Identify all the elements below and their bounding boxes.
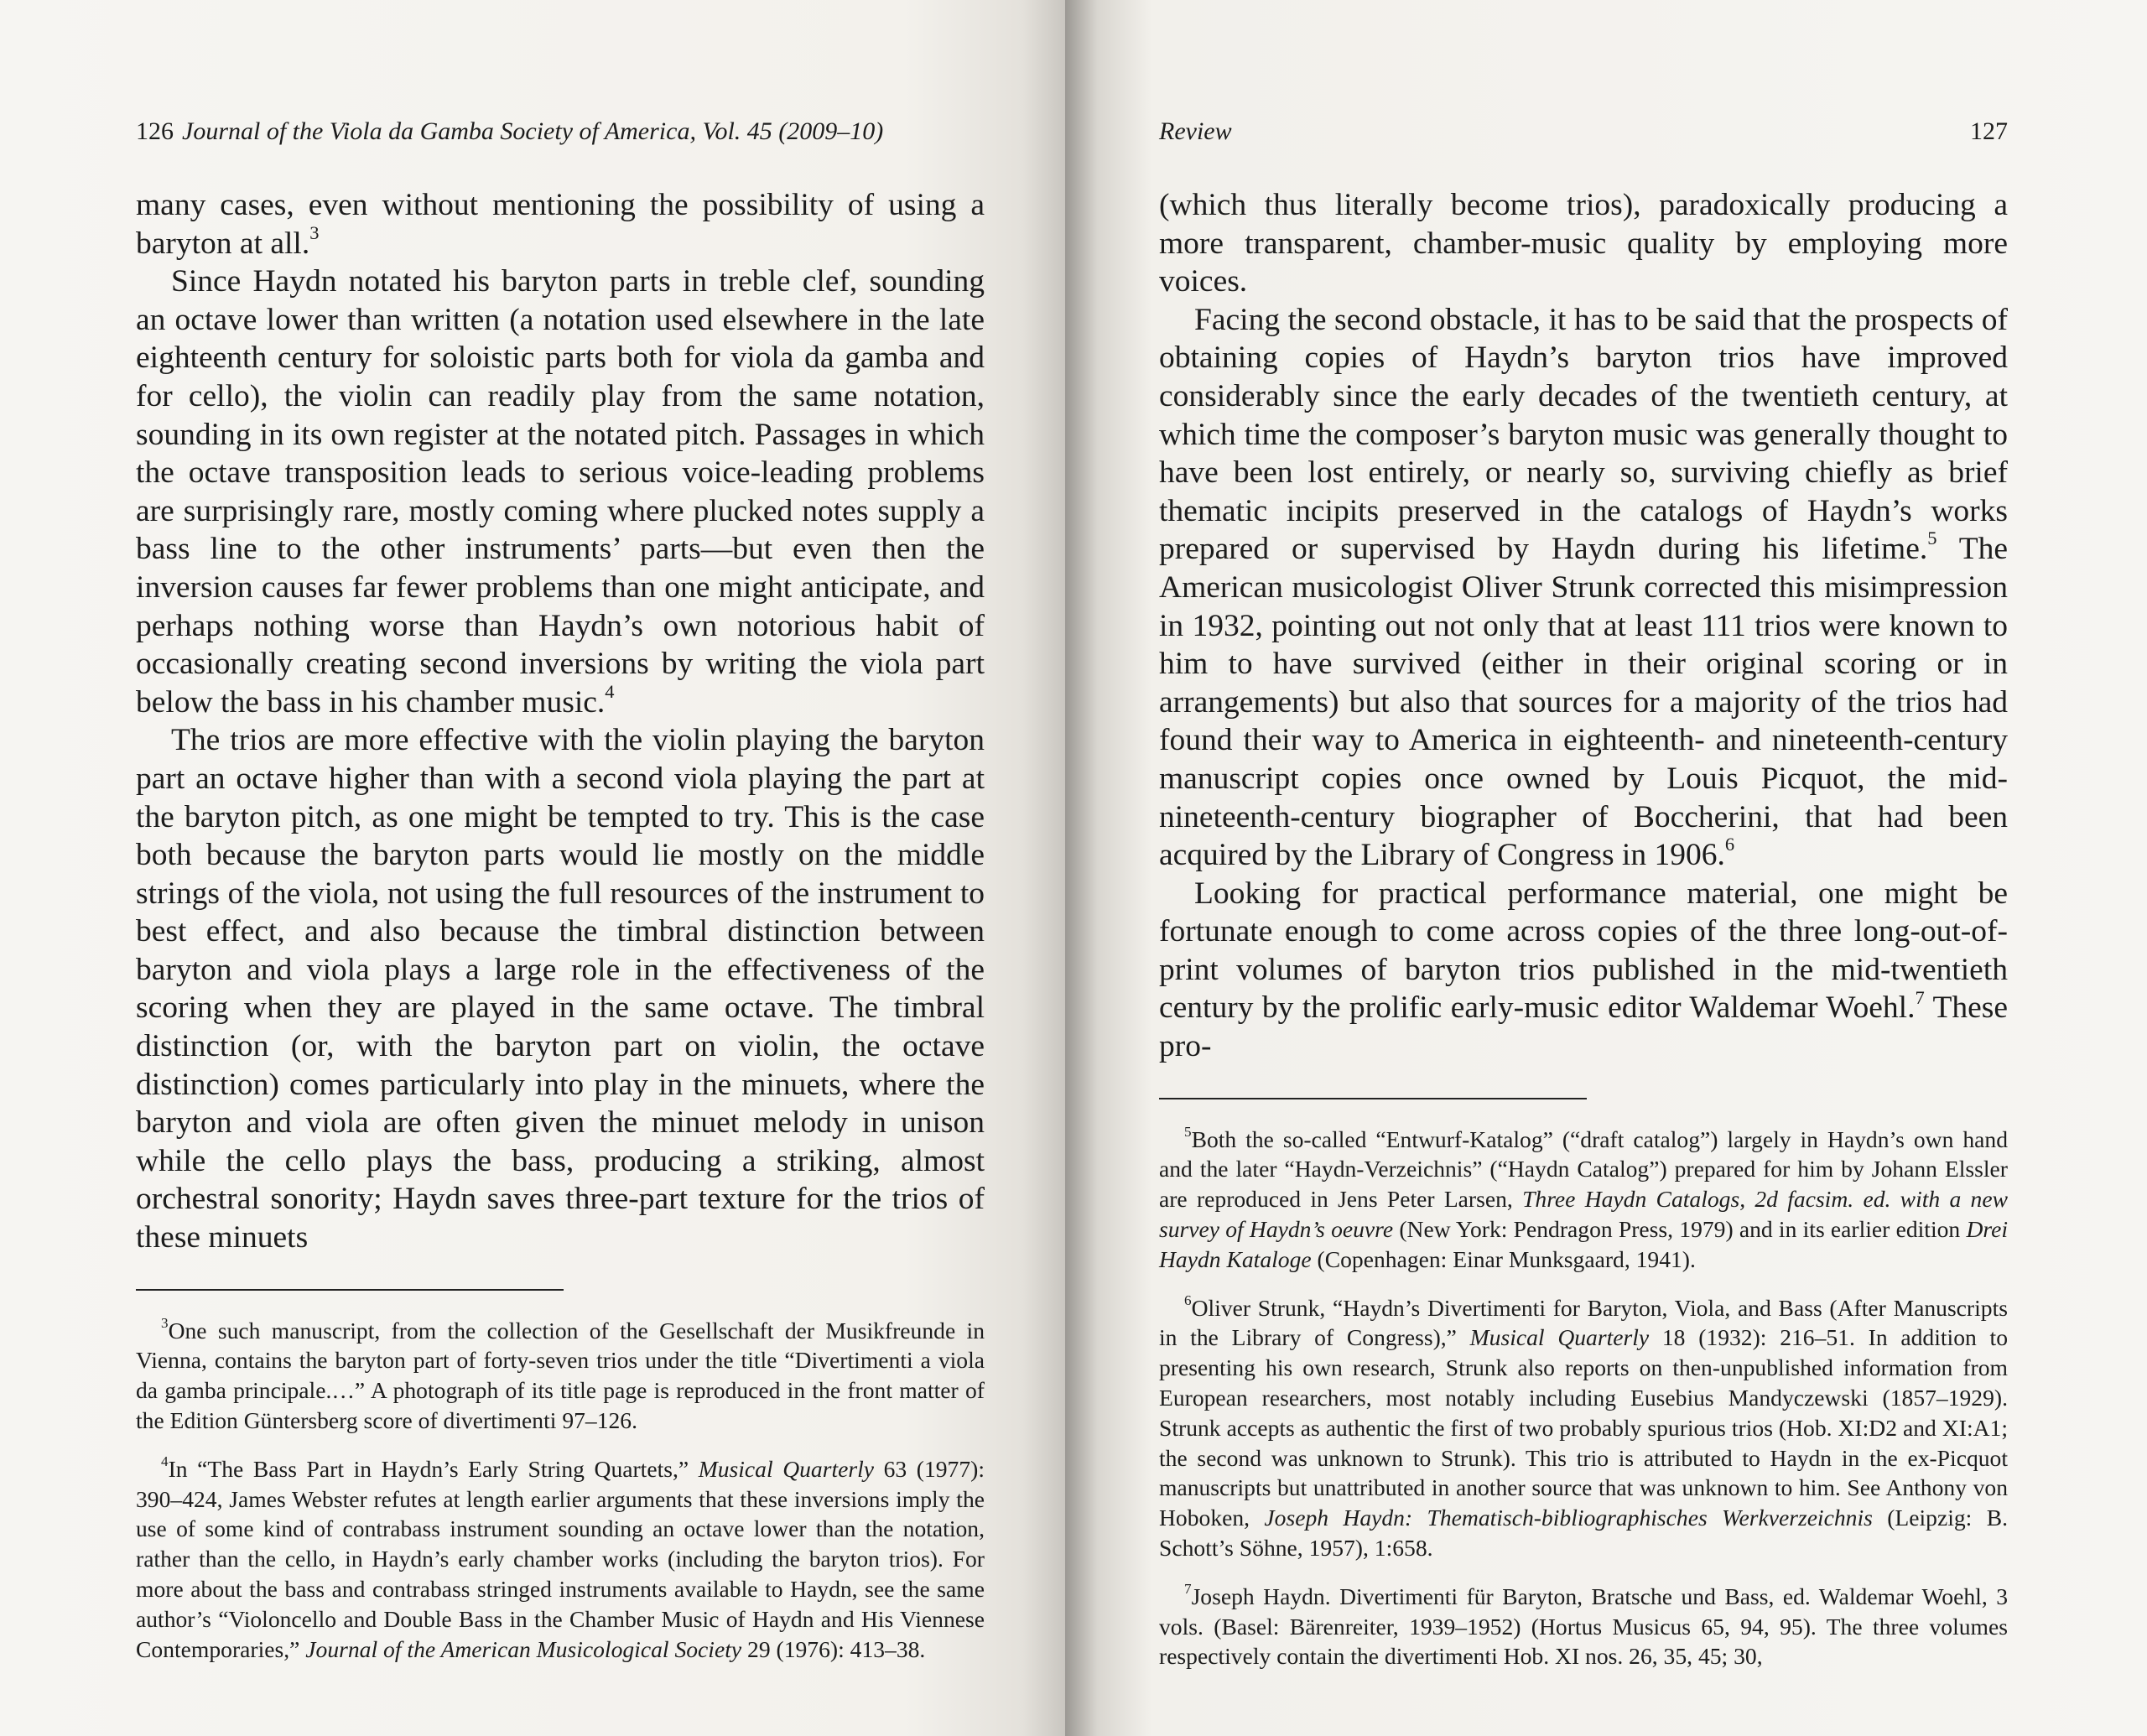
- footnote-6: $^6$Oliver Strunk, “Haydn’s Divertimenti for Baryton, Viola, and Bass (After Manuscripts in the Library of Congress),” Musical Quarterly 18 (1932): 216–51. In addition to presenting his own research, Strunk also reports on then-unpublished information from European researchers, most notably including Eusebius Mandyczewski (1857–1929). Strunk accepts as authentic the first of two probably spurious trios (Hob. XI:D2 and XI:A1; the second was unknown to Strunk). This trio is attributed to Haydn in the ex-Picquot manuscripts but unattributed in another source that was unknown to him. See Anthony von Hoboken, Joseph Haydn: Thematisch-bibliographisches Werkverzeichnis (Leipzig: B. Schott’s Söhne, 1957), 1:658.: [1159, 1292, 2009, 1562]
- footnote-3: $^3$One such manuscript, from the collection of the Gesellschaft der Musikfreunde in Vienna, contains the baryton part of forty-seven trios under the title “Divertimenti a viola da gamba principale.…” A photograph of its title page is reproduced in the front matter of the Edition Güntersberg score of divertimenti 97–126.: [136, 1314, 985, 1434]
- left-footnotes: [136, 1316, 985, 1665]
- footnote-ref[interactable]: 3: [309, 221, 320, 243]
- left-page-number: 126: [136, 117, 174, 145]
- right-body-text: [1159, 186, 2008, 1066]
- footnote-ref[interactable]: 7: [1915, 986, 1925, 1008]
- left-body-text: [136, 186, 985, 1257]
- paragraph: Since Haydn notated his baryton parts in treble clef, sounding an octave lower than written (a notation used elsewhere in the late eighteenth century for soloistic parts both for viola da gamba and for cello), the violin can readily play from the same notation, sounding in its own register at the notated pitch. Passages in which the octave transposition leads to serious voice-leading problems are surprisingly rare, mostly coming where plucked notes supply a bass line to the other instruments’ parts—but even then the inversion causes far fewer problems than one might anticipate, and perhaps nothing worse than Haydn’s own notorious habit of occasionally creating second inversions by writing the viola part below the bass in his chamber music.$^4$: [136, 264, 985, 720]
- footnote-ref[interactable]: 4: [605, 680, 615, 702]
- paragraph: Facing the second obstacle, it has to be said that the prospects of obtaining copies of Haydn’s baryton trios have improved considerably since the early decades of the twentieth century, at which time the composer’s baryton music was generally thought to have been lost entirely, or nearly so, surviving chiefly as brief thematic incipits preserved in the catalogs of Haydn’s works prepared or supervised by Haydn during his lifetime.$^5$ The American musicologist Oliver Strunk corrected this misimpression in 1932, pointing out not only that at least 111 trios were known to him to have survived (either in their original scoring or in arrangements) but also that sources for a majority of the trios had found their way to America in eighteenth- and nineteenth-century manuscript copies once owned by Louis Picquot, the mid-nineteenth-century biographer of Boccherini, that had been acquired by the Library of Congress in 1906.$^6$: [1159, 302, 2009, 873]
- footnote-divider: [1159, 1098, 1587, 1099]
- right-page: [1065, 0, 2147, 1736]
- left-running-title: Journal of the Viola da Gamba Society of America, Vol. 45 (2009–10): [182, 117, 884, 145]
- footnote-ref[interactable]: 5: [1927, 528, 1937, 549]
- paragraph: Looking for practical performance material, one might be fortunate enough to come across copies of the three long-out-of-print volumes of baryton trios published in the mid-twentieth century by the prolific early-music editor Waldemar Woehl.$^7$ These pro-: [1159, 876, 2008, 1064]
- paragraph: The trios are more effective with the violin playing the baryton part an octave higher than with a second viola playing the part at the baryton pitch, as one might be tempted to try. This is the case both because the baryton parts would lie mostly on the middle strings of the viola, not using the full resources of the instrument to best effect, and also because the timbral distinction between baryton and viola plays a large role in the effectiveness of the scoring when they are played in the same octave. The timbral distinction (or, with the baryton part on violin, the octave distinction) comes particularly into play in the minuets, where the baryton and viola are often given the minuet melody in unison while the cello plays the bass, producing a striking, almost orchestral sonority; Haydn saves three-part texture for the trios of these minuets: [136, 723, 985, 1255]
- footnote-5: $^5$Both the so-called “Entwurf-Katalog” (“draft catalog”) largely in Haydn’s own hand and the later “Haydn-Verzeichnis” (“Haydn Catalog”) prepared for him by Johann Elssler are reproduced in Jens Peter Larsen, Three Haydn Catalogs, 2d facsim. ed. with a new survey of Haydn’s oeuvre (New York: Pendragon Press, 1979) and in its earlier edition Drei Haydn Kataloge (Copenhagen: Einar Munksgaard, 1941).: [1159, 1123, 2008, 1272]
- right-page-content: [1159, 117, 2008, 1690]
- left-running-head: [136, 117, 985, 168]
- footnote-4: $^4$In “The Bass Part in Haydn’s Early String Quartets,” Musical Quarterly 63 (1977): 390–424, James Webster refutes at length earlier arguments that these inversions imply the use of some kind of contrabass instrument sounding an octave lower than the notation, rather than the cello, in Haydn’s early chamber works (including the baryton trios). For more about the bass and contrabass stringed instruments available to Haydn, see the same author’s “Violoncello and Double Bass in the Chamber Music of Haydn and His Viennese Contemporaries,” Journal of the American Musicological Society 29 (1976): 413–38.: [136, 1453, 985, 1662]
- right-page-number: 127: [1970, 117, 2008, 145]
- right-running-head: [1159, 117, 2008, 168]
- footnote-ref[interactable]: 6: [1724, 834, 1735, 855]
- paragraph: (which thus literally become trios), paradoxically producing a more transparent, chamber-music quality by employing more voices.: [1159, 188, 2008, 299]
- paragraph: many cases, even without mentioning the possibility of using a baryton at all.$^3$: [136, 188, 985, 261]
- right-footnotes: [1159, 1125, 2008, 1672]
- right-running-title: Review: [1159, 117, 1232, 145]
- left-page-content: [136, 117, 985, 1682]
- footnote-7: $^7$Joseph Haydn. Divertimenti für Baryton, Bratsche und Bass, ed. Waldemar Woehl, 3 vols. (Basel: Bärenreiter, 1939–1952) (Hortus Musicus 65, 94, 95). The three volumes respectively contain the divertimenti Hob. XI nos. 26, 35, 45; 30,: [1159, 1581, 2008, 1670]
- left-page: [0, 0, 1065, 1736]
- footnote-divider: [136, 1289, 564, 1291]
